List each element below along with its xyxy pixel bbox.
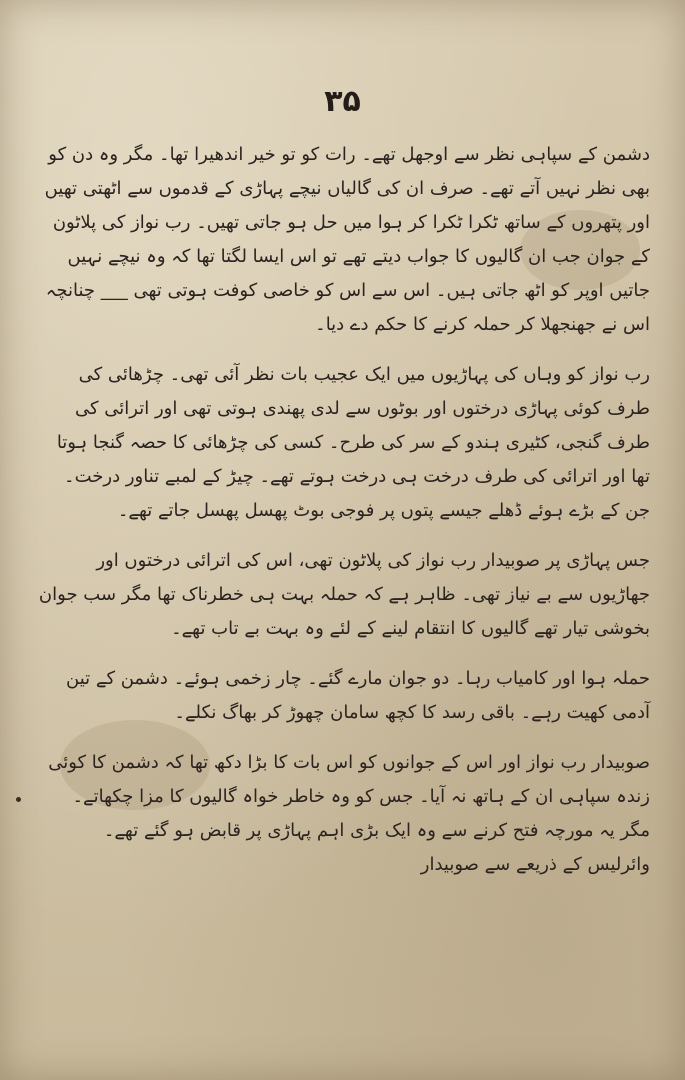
paragraph-3: جس پہاڑی پر صوبیدار رب نواز کی پلاٹون تھی، اس کی اترائی درختوں اور جھاڑیوں سے بے نیاز تھی۔ ظاہر ہے کہ حملہ بہت ہی خطرناک تھا مگر سب جوان بخوشی تیار تھے گالیوں کا انتقام لینے کے لئے وہ بہت بے تاب تھے۔ [38,550,650,639]
paragraph-4: حملہ ہوا اور کامیاب رہا۔ دو جوان مارے گئے۔ چار زخمی ہوئے۔ دشمن کے تین آدمی کھیت رہے۔ باقی رسد کا کچھ سامان چھوڑ کر بھاگ نکلے۔ [66,668,650,723]
paragraph-1: دشمن کے سپاہی نظر سے اوجھل تھے۔ رات کو تو خیر اندھیرا تھا۔ مگر وہ دن کو بھی نظر نہیں آتے تھے۔ صرف ان کی گالیاں نیچے پہاڑی کے قدموں سے اٹھتی تھیں اور پتھروں کے ساتھ ٹکرا ٹکرا کر ہوا میں حل ہو جاتی تھیں۔ رب نواز کی پلاٹون کے جوان جب ان گالیوں کا جواب دیتے تھے تو اس ایسا لگتا تھا کہ وہ نیچے نہیں جاتیں اوپر کو اٹھ جاتی ہیں۔ اس سے اس کو خاصی کوفت ہوتی تھی ___ چنانچہ اس نے جھنجھلا کر حملہ کرنے کا حکم دے دیا۔ [44,144,650,335]
paragraph-2: رب نواز کو وہاں کی پہاڑیوں میں ایک عجیب بات نظر آئی تھی۔ چڑھائی کی طرف کوئی پہاڑی درختوں اور بوٹوں سے لدی پھندی ہوتی تھی اور اترائی کی طرف گنجی، کٹیری ہندو کے سر کی طرح۔ کسی کی چڑھائی کا حصہ گنجا ہوتا تھا اور اترائی کی طرف درخت ہی درخت ہوتے تھے۔ چیڑ کے لمبے تناور درخت۔ جن کے بڑے ہوئے ڈھلے جیسے پتوں پر فوجی بوٹ پھسل پھسل جاتے تھے۔ [56,364,650,521]
paragraph-5: صوبیدار رب نواز اور اس کے جوانوں کو اس بات کا بڑا دکھ تھا کہ دشمن کا کوئی زندہ سپاہی ان کے ہاتھ نہ آیا۔ جس کو وہ خاطر خواہ گالیوں کا مزا چکھاتے۔ مگر یہ مورچہ فتح کرنے سے وہ ایک بڑی اہم پہاڑی پر قابض ہو گئے تھے۔ وائرلیس کے ذریعے سے صوبیدار [48,752,650,875]
page-number: ۳۵ [324,84,361,119]
page-text [38,138,650,898]
ink-dot [16,797,21,802]
